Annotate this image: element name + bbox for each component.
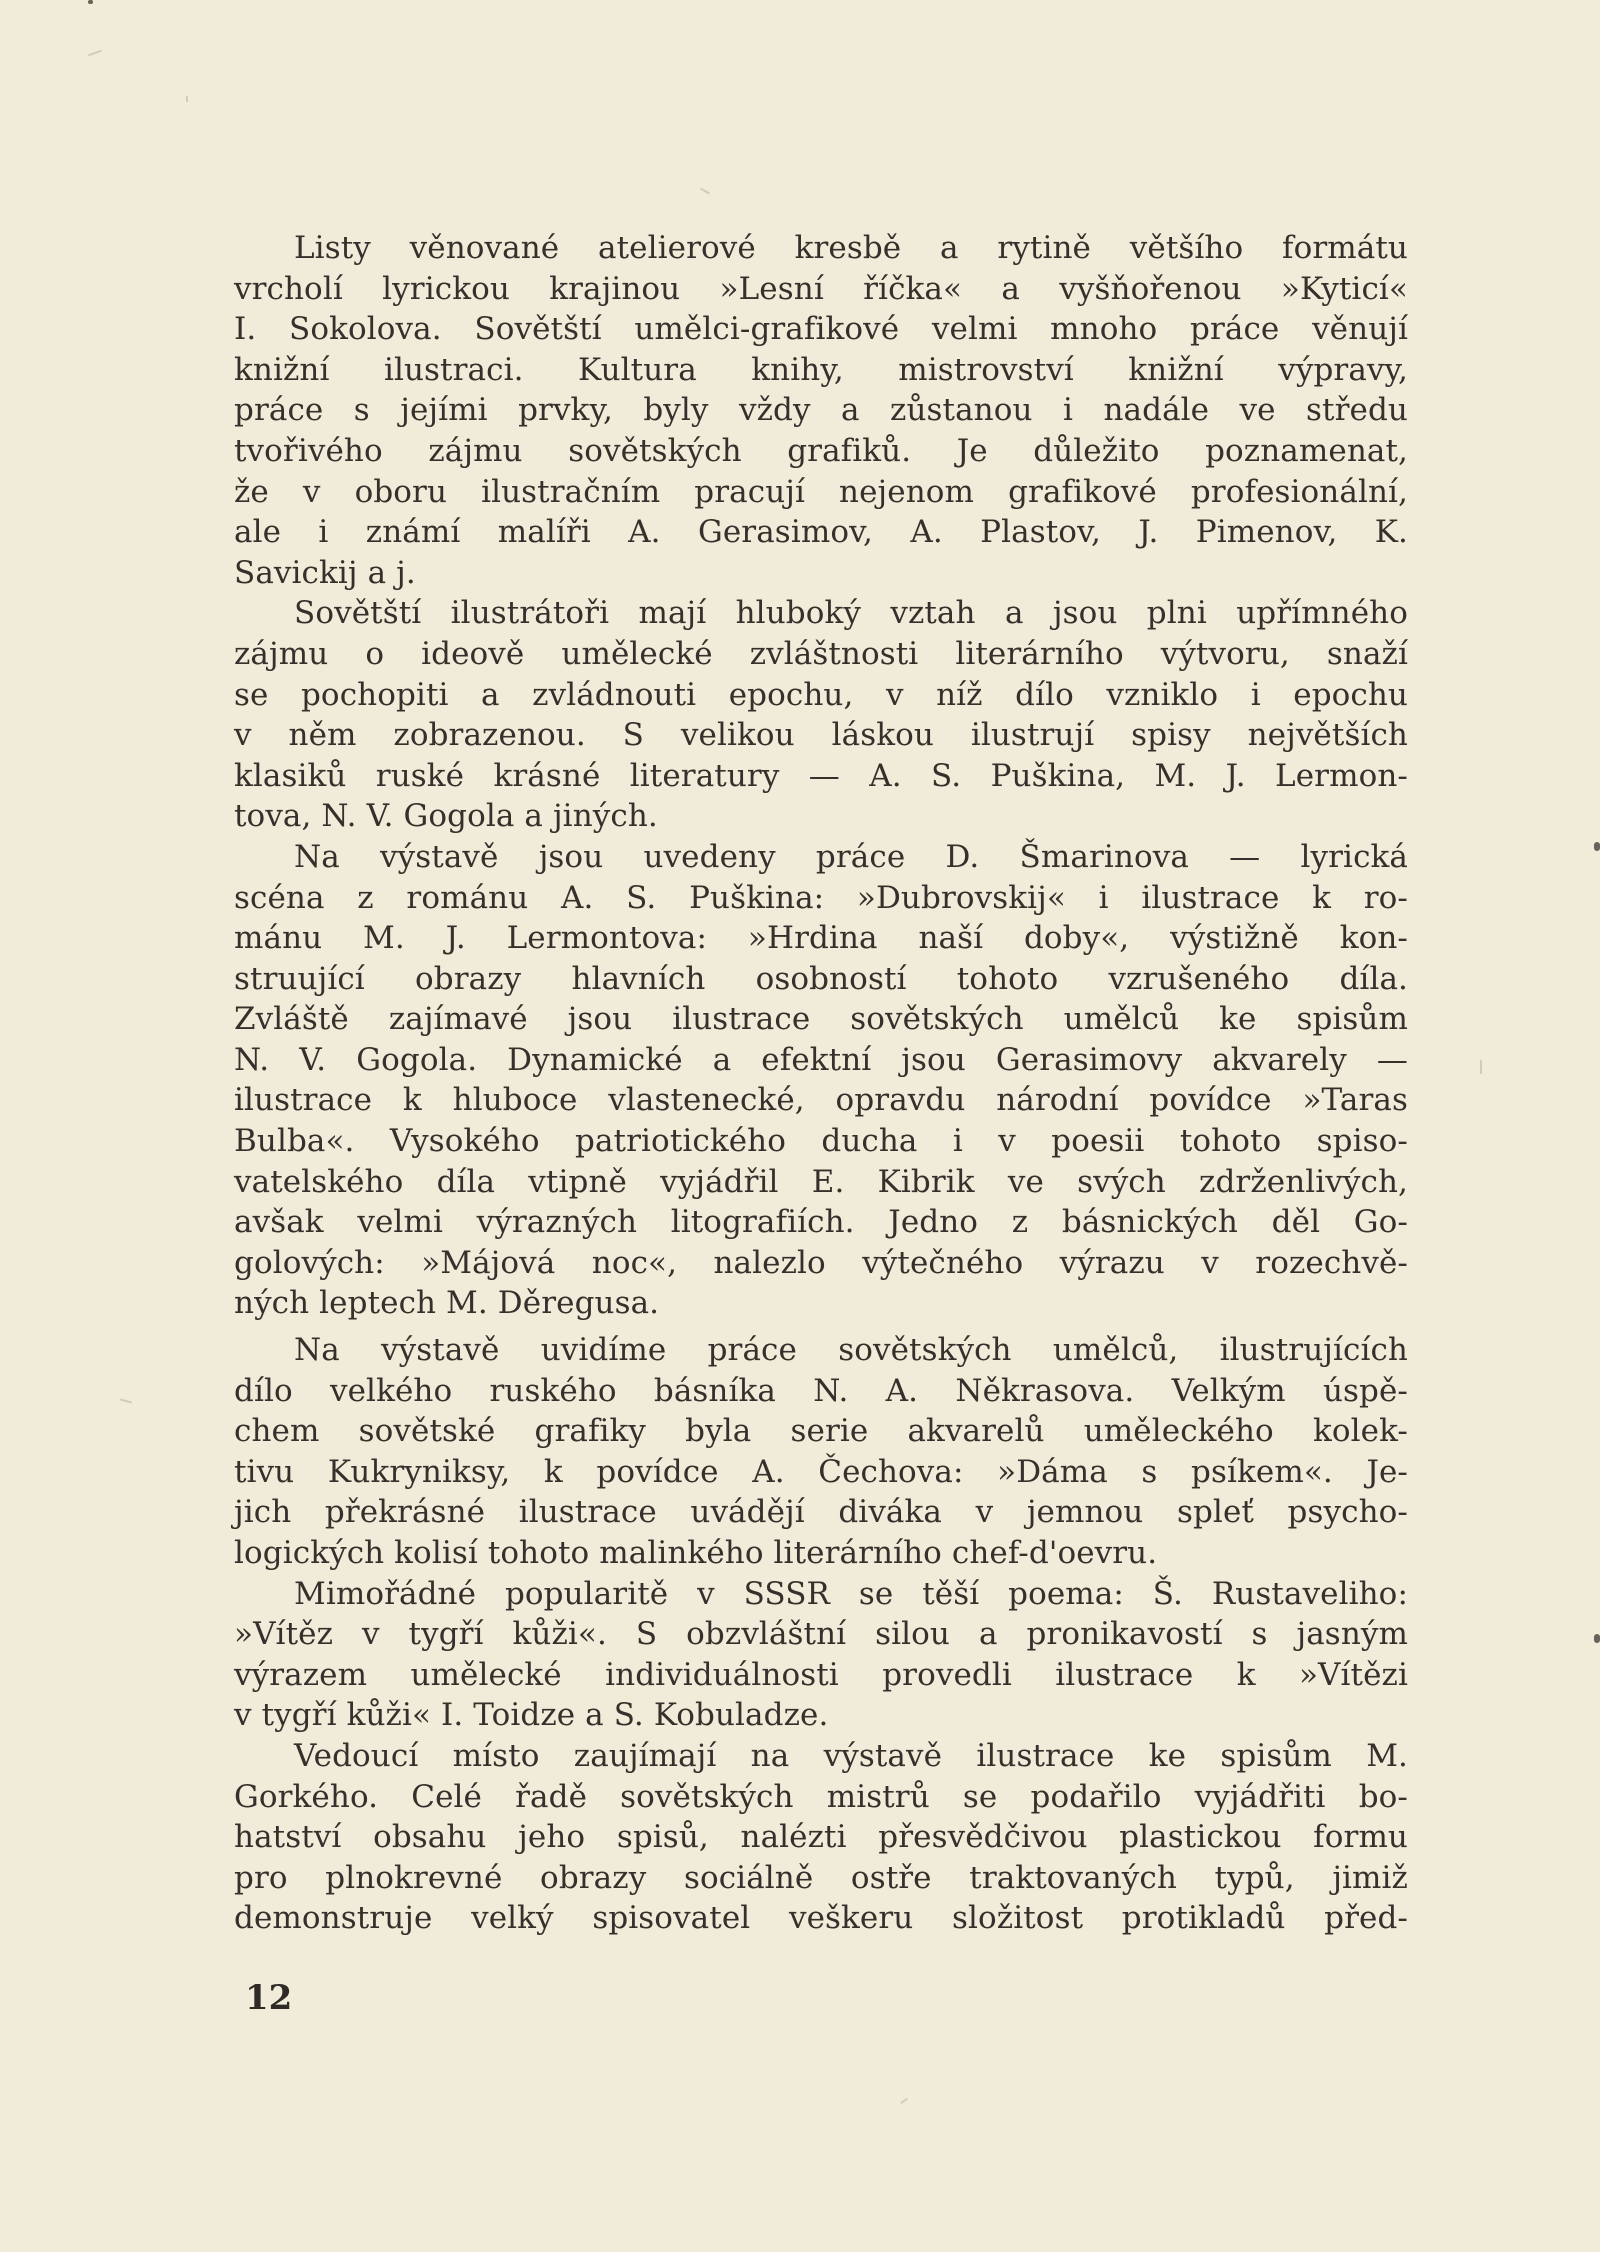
paper-speck — [120, 1398, 132, 1403]
body-text — [234, 228, 1408, 1939]
text-line: ale i známí malíři A. Gerasimov, A. Plastov, J. Pimenov, K. — [234, 514, 1408, 551]
text-line: mánu M. J. Lermontova: »Hrdina naší doby«, výstižně kon- — [234, 920, 1408, 957]
text-line: v něm zobrazenou. S velikou láskou ilustrují spisy největších — [234, 717, 1408, 754]
text-line: vatelského díla vtipně vyjádřil E. Kibrik ve svých zdrženlivých, — [234, 1163, 1408, 1200]
paragraph-4 — [234, 1330, 1408, 1574]
text-line: Na výstavě jsou uvedeny práce D. Šmarinova — lyrická — [294, 838, 1408, 875]
margin-mark — [1594, 842, 1600, 851]
text-line: golových: »Májová noc«, nalezlo výtečného výrazu v rozechvě- — [234, 1244, 1408, 1281]
text-line: klasiků ruské krásné literatury — A. S. Puškina, M. J. Lermon- — [234, 757, 1408, 794]
paragraph-1 — [234, 228, 1408, 593]
text-line: tvořivého zájmu sovětských grafiků. Je důležito poznamenat, — [234, 432, 1408, 469]
text-line: ných leptech M. Děregusa. — [234, 1285, 660, 1322]
margin-mark — [88, 0, 93, 4]
text-line: práce s jejími prvky, byly vždy a zůstanou i nadále ve středu — [234, 392, 1408, 429]
paper-speck — [1480, 1060, 1482, 1074]
paragraph-5 — [234, 1574, 1408, 1736]
text-line: Sovětští ilustrátoři mají hluboký vztah a jsou plni upřímného — [294, 595, 1408, 632]
text-line: že v oboru ilustračním pracují nejenom grafikové profesionální, — [234, 473, 1408, 510]
paragraph-6 — [234, 1736, 1408, 1939]
text-line: jich překrásné ilustrace uvádějí diváka v jemnou spleť psycho- — [234, 1494, 1408, 1531]
text-line: Zvláště zajímavé jsou ilustrace sovětských umělců ke spisům — [234, 1001, 1408, 1038]
text-line: knižní ilustraci. Kultura knihy, mistrovství knižní výpravy, — [234, 351, 1408, 388]
text-line: avšak velmi výrazných litografiích. Jedno z básnických děl Go- — [234, 1204, 1408, 1241]
text-line: chem sovětské grafiky byla serie akvarelů uměleckého kolek- — [234, 1413, 1408, 1450]
text-line: tova, N. V. Gogola a jiných. — [234, 798, 658, 835]
text-line: výrazem umělecké individuálnosti provedli ilustrace k »Vítězi — [234, 1656, 1408, 1693]
text-line: hatství obsahu jeho spisů, nalézti přesvědčivou plastickou formu — [234, 1819, 1408, 1856]
text-line: I. Sokolova. Sovětští umělci-grafikové velmi mnoho práce věnují — [234, 311, 1408, 348]
text-line: se pochopiti a zvládnouti epochu, v níž dílo vzniklo i epochu — [234, 676, 1408, 713]
text-line: Bulba«. Vysokého patriotického ducha i v poesii tohoto spiso- — [234, 1123, 1408, 1160]
text-line: Mimořádné popularitě v SSSR se těší poema: Š. Rustaveliho: — [294, 1575, 1408, 1612]
text-line: zájmu o ideově umělecké zvláštnosti literárního výtvoru, snaží — [234, 635, 1408, 672]
text-line: N. V. Gogola. Dynamické a efektní jsou Gerasimovy akvarely — — [234, 1041, 1408, 1078]
paper-speck — [900, 2098, 908, 2104]
text-line: dílo velkého ruského básníka N. A. Někrasova. Velkým úspě- — [234, 1372, 1408, 1409]
text-line: demonstruje velký spisovatel veškeru složitost protikladů před- — [234, 1900, 1408, 1937]
paper-speck — [700, 188, 710, 195]
text-line: Na výstavě uvidíme práce sovětských umělců, ilustrujících — [294, 1332, 1408, 1369]
text-line: »Vítěz v tygří kůži«. S obzvláštní silou a pronikavostí s jasným — [234, 1616, 1408, 1653]
text-line: ilustrace k hluboce vlastenecké, opravdu národní povídce »Taras — [234, 1082, 1408, 1119]
page-number: 12 — [245, 1978, 293, 2018]
text-line: Savickij a j. — [234, 554, 416, 591]
text-line: Listy věnované atelierové kresbě a rytině většího formátu — [294, 230, 1408, 266]
text-line: logických kolisí tohoto malinkého literárního chef-d'oevru. — [234, 1535, 1158, 1571]
paragraph-3 — [234, 837, 1408, 1324]
text-line: struující obrazy hlavních osobností tohoto vzrušeného díla. — [234, 960, 1408, 997]
margin-mark — [1594, 1634, 1600, 1643]
text-line: pro plnokrevné obrazy sociálně ostře traktovaných typů, jimiž — [234, 1859, 1408, 1896]
text-line: scéna z románu A. S. Puškina: »Dubrovskij« i ilustrace k ro- — [234, 879, 1408, 916]
paragraph-2 — [234, 593, 1408, 837]
text-line: v tygří kůži« I. Toidze a S. Kobuladze. — [234, 1697, 829, 1734]
text-line: Vedoucí místo zaujímají na výstavě ilustrace ke spisům M. — [294, 1737, 1408, 1774]
paper-speck — [88, 50, 102, 57]
text-line: vrcholí lyrickou krajinou »Lesní říčka« a vyšňořenou »Kyticí« — [234, 270, 1408, 307]
paper-speck — [186, 96, 188, 102]
text-line: Gorkého. Celé řadě sovětských mistrů se podařilo vyjádřiti bo- — [234, 1778, 1408, 1815]
text-line: tivu Kukryniksy, k povídce A. Čechova: »Dáma s psíkem«. Je- — [234, 1453, 1408, 1490]
